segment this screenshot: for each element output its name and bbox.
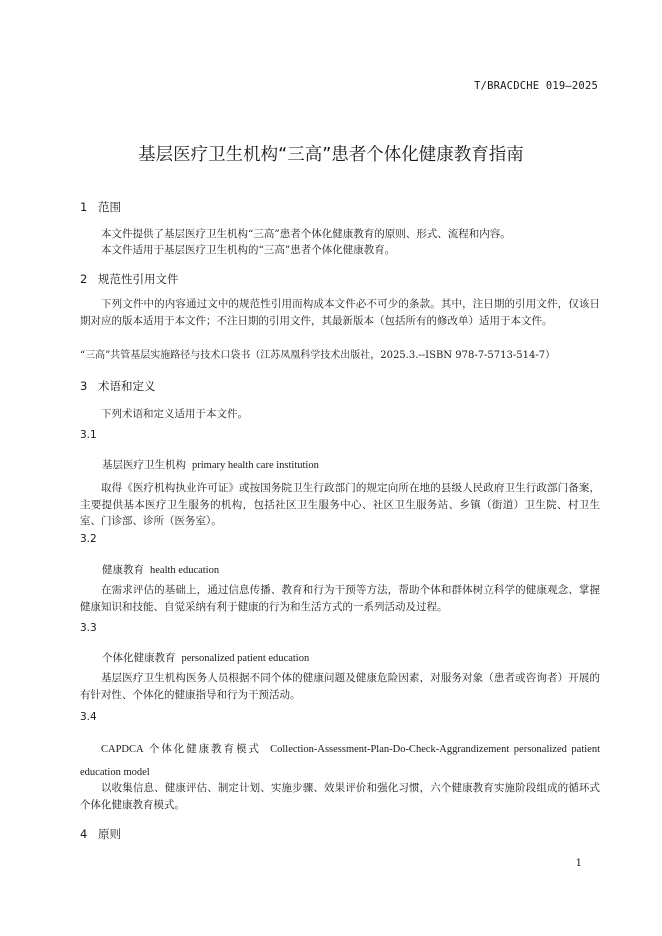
section-1-paragraph-1: 本文件提供了基层医疗卫生机构“三高”患者个体化健康教育的原则、形式、流程和内容。 — [101, 228, 511, 240]
page-number: 1 — [575, 858, 582, 869]
section-title: 术语和定义 — [98, 379, 156, 393]
term-definition: 取得《医疗机构执业许可证》或按国务院卫生行政部门的规定向所在地的县级人民政府卫生行政部门备案，主要提供基本医疗卫生服务的机构，包括社区卫生服务中心、社区卫生服务站、乡镇（街道）卫生院、村卫生室、门诊部、诊所（医务室）。 — [80, 482, 600, 527]
normative-reference: “三高”共管基层实施路径与技术口袋书（江苏凤凰科学技术出版社，2025.3.--ISBN 978-7-5713-514-7） — [80, 350, 556, 361]
term-number: 3.1 — [80, 429, 97, 441]
term-definition: 以收集信息、健康评估、制定计划、实施步骤、效果评价和强化习惯，六个健康教育实施阶段组成的循环式个体化健康教育模式。 — [80, 782, 600, 811]
document-number: T/BRACDCHE 019—2025 — [474, 80, 598, 92]
term-en: primary health care institution — [192, 460, 319, 471]
section-4-heading — [80, 826, 121, 842]
section-3-intro: 下列术语和定义适用于本文件。 — [101, 408, 248, 420]
term-zh: 个体化健康教育 — [102, 652, 176, 664]
term-zh: 健康教育 — [102, 564, 144, 576]
term-number: 3.3 — [80, 622, 97, 634]
term-title — [102, 457, 319, 472]
section-3-heading — [80, 378, 156, 394]
section-number: 1 — [80, 200, 88, 214]
section-number: 4 — [80, 827, 88, 841]
term-en: Collection-Assessment-Plan-Do-Check-Aggrandizement personalized patient education model — [80, 744, 600, 778]
page-title: 基层医疗卫生机构“三高”患者个体化健康教育指南 — [138, 145, 524, 165]
section-1-heading — [80, 199, 121, 215]
term-title — [102, 562, 219, 577]
term-definition: 基层医疗卫生机构医务人员根据不同个体的健康问题及健康危险因素，对服务对象（患者或咨询者）开展的有针对性、个体化的健康指导和行为干预活动。 — [80, 672, 600, 701]
term-title — [80, 738, 600, 784]
section-number: 2 — [80, 272, 88, 286]
term-en: personalized patient education — [181, 653, 310, 664]
term-title — [102, 650, 309, 665]
section-number: 3 — [80, 379, 88, 393]
section-1-paragraph-2: 本文件适用于基层医疗卫生机构的“三高”患者个体化健康教育。 — [101, 244, 396, 256]
term-acronym: CAPDCA — [101, 744, 144, 755]
term-en: health education — [150, 565, 220, 576]
section-title: 范围 — [98, 200, 121, 214]
term-number: 3.4 — [80, 711, 97, 723]
term-zh: 个体化健康教育模式 — [148, 743, 261, 755]
section-title: 原则 — [98, 827, 121, 841]
term-definition: 在需求评估的基础上，通过信息传播、教育和行为干预等方法，帮助个体和群体树立科学的健康观念、掌握健康知识和技能、自觉采纳有利于健康的行为和生活方式的一系列活动及过程。 — [80, 584, 600, 613]
term-number: 3.2 — [80, 533, 97, 545]
term-zh: 基层医疗卫生机构 — [102, 459, 186, 471]
section-2-paragraph-1: 下列文件中的内容通过文中的规范性引用而构成本文件必不可少的条款。其中，注日期的引用文件，仅该日期对应的版本适用于本文件；不注日期的引用文件，其最新版本（包括所有的修改单）适用于本文件。 — [80, 298, 600, 327]
section-2-heading — [80, 271, 179, 287]
section-title: 规范性引用文件 — [98, 272, 179, 286]
